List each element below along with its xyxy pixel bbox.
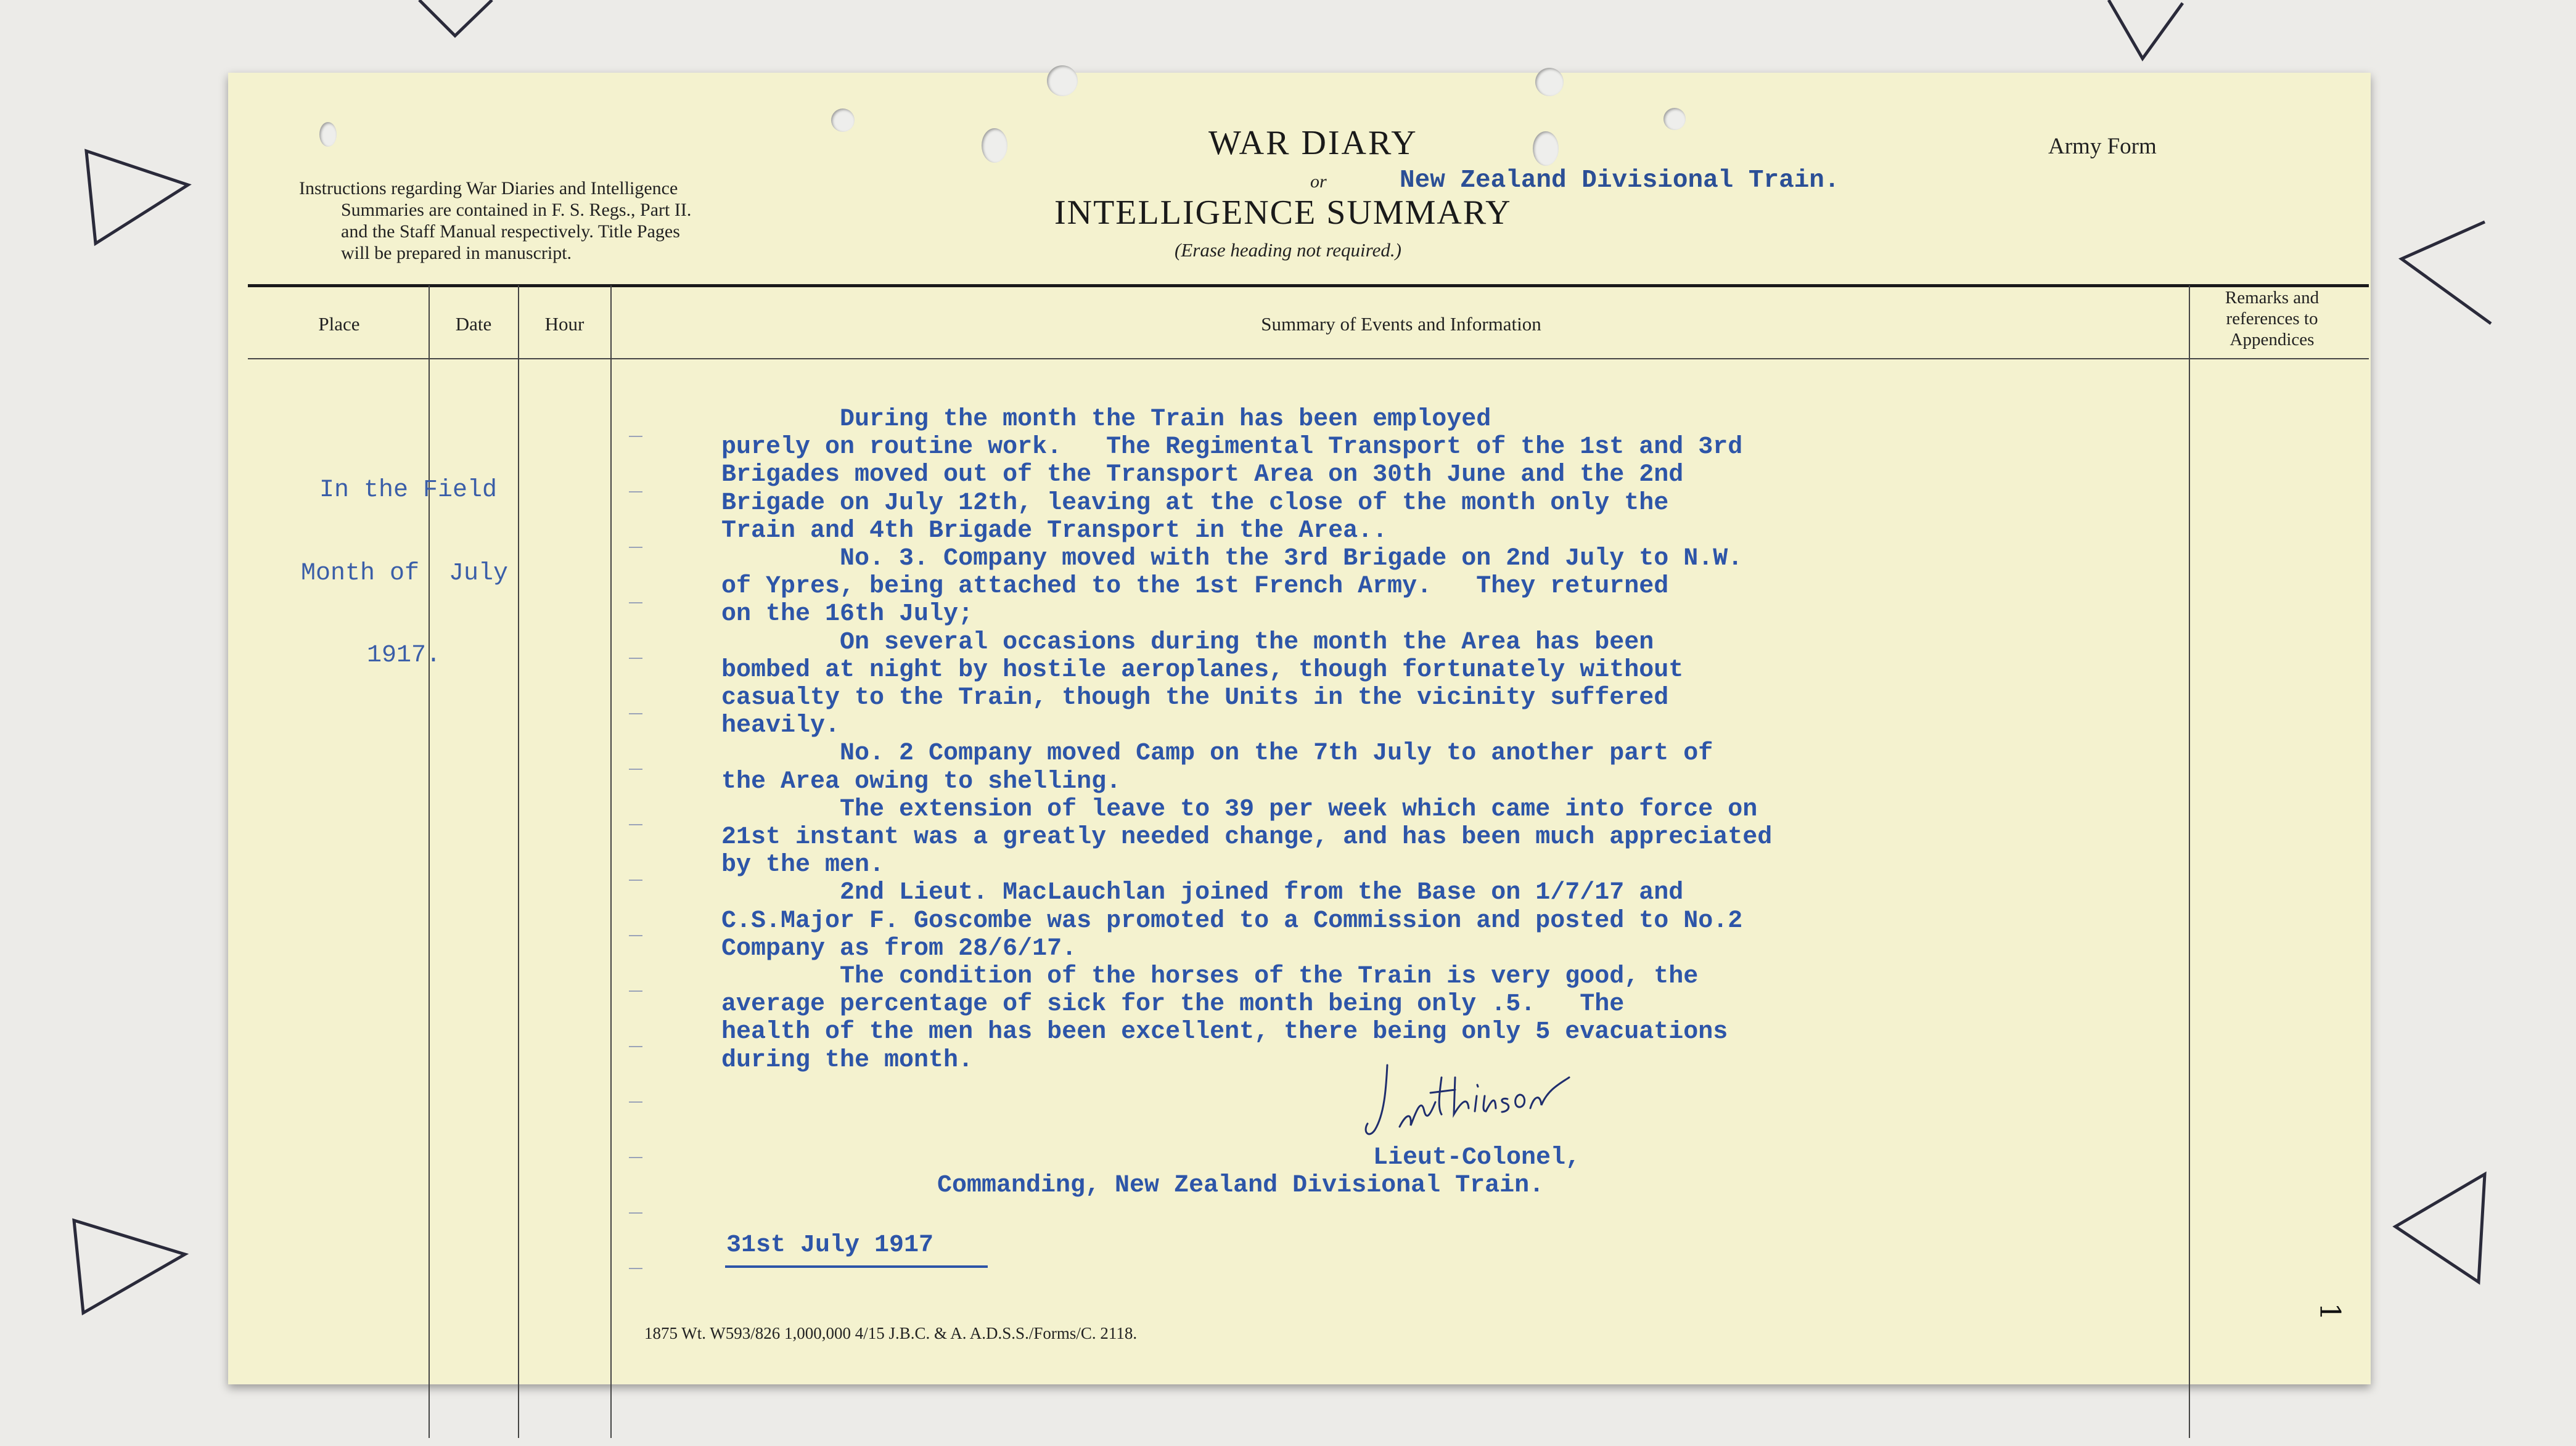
war-diary-sheet <box>228 73 2371 1384</box>
pen-triangle-mark <box>407 0 506 43</box>
column-head-date: Date <box>455 313 492 335</box>
summary-line: heavily. <box>721 712 840 740</box>
unit-name: New Zealand Divisional Train. <box>1400 166 1840 195</box>
punch-hole <box>1535 68 1564 96</box>
pen-triangle-mark <box>59 1208 200 1325</box>
column-divider <box>610 285 612 1438</box>
summary-line: casualty to the Train, though the Units in the vicinity suffered <box>721 684 1669 713</box>
summary-line: bombed at night by hostile aeroplanes, though fortunately without <box>721 656 1684 684</box>
summary-line: On several occasions during the month the Area has been <box>721 628 1654 656</box>
instructions-line: Instructions regarding War Diaries and Intelligence <box>299 178 678 198</box>
summary-line: Train and 4th Brigade Transport in the Area.. <box>721 517 1388 545</box>
diary-date: 31st July 1917 <box>726 1232 934 1259</box>
header-rule <box>248 284 2369 287</box>
pen-triangle-mark <box>74 139 197 262</box>
title-or: or <box>1310 171 1327 192</box>
summary-line: the Area owing to shelling. <box>721 767 1122 796</box>
column-divider <box>2189 285 2190 1438</box>
pen-triangle-mark <box>2096 0 2195 68</box>
column-header-rule <box>248 358 2369 359</box>
summary-line: The condition of the horses of the Train is very good, the <box>721 963 1699 991</box>
pen-triangle-mark <box>2392 216 2516 339</box>
punch-hole <box>319 122 337 147</box>
summary-line: during the month. <box>721 1046 974 1074</box>
summary-line: on the 16th July; <box>721 600 974 629</box>
signature-command: Commanding, New Zealand Divisional Train. <box>937 1172 1544 1199</box>
column-head-hour: Hour <box>544 313 585 335</box>
title-intelligence-summary: INTELLIGENCE SUMMARY <box>1054 194 1512 232</box>
punch-hole <box>982 128 1007 163</box>
remarks-line: Remarks and <box>2225 288 2320 308</box>
summary-text <box>721 406 2109 1074</box>
summary-line: of Ypres, being attached to the 1st French Army. They returned <box>721 573 1669 601</box>
army-form-label: Army Form <box>2048 134 2157 159</box>
punch-hole <box>1663 108 1686 130</box>
instructions-line: and the Staff Manual respectively. Title Pages <box>341 221 680 242</box>
summary-line: Brigades moved out of the Transport Area on 30th June and the 2nd <box>721 461 1684 489</box>
margin-tick-marks <box>629 399 647 1324</box>
summary-line: C.S.Major F. Goscombe was promoted to a Commission and posted to No.2 <box>721 907 1743 935</box>
summary-line: Brigade on July 12th, leaving at the close of the month only the <box>721 489 1669 517</box>
year-entry: 1917. <box>367 642 441 669</box>
column-divider <box>429 285 430 1438</box>
punch-hole <box>1047 65 1078 96</box>
column-divider <box>518 285 519 1438</box>
remarks-line: Appendices <box>2229 330 2315 349</box>
summary-line: health of the men has been excellent, there being only 5 evacuations <box>721 1018 1728 1047</box>
instructions-note <box>299 178 829 264</box>
punch-hole <box>1533 131 1559 166</box>
summary-line: average percentage of sick for the month being only .5. The <box>721 991 1625 1019</box>
instructions-line: will be prepared in manuscript. <box>341 243 572 263</box>
summary-line: During the month the Train has been employed <box>721 406 1491 433</box>
summary-line: 2nd Lieut. MacLauchlan joined from the Base on 1/7/17 and <box>721 879 1684 907</box>
pen-triangle-mark <box>2386 1165 2509 1294</box>
summary-line: The extension of leave to 39 per week which came into force on <box>721 795 1758 823</box>
signature-rank: Lieut-Colonel, <box>1373 1144 1581 1172</box>
handwritten-signature <box>1363 1053 1572 1145</box>
instructions-line: Summaries are contained in F. S. Regs., Part II. <box>341 200 692 220</box>
page-number: 1 <box>2313 1302 2347 1321</box>
summary-line: 21st instant was a greatly needed change, and has been much appreciated <box>721 823 1773 852</box>
form-print-line: 1875 Wt. W593/826 1,000,000 4/15 J.B.C. & A. A.D.S.S./Forms/C. 2118. <box>644 1324 1138 1342</box>
remarks-line: references to <box>2226 309 2318 329</box>
column-head-place: Place <box>318 313 360 335</box>
summary-line: purely on routine work. The Regimental Transport of the 1st and 3rd <box>721 433 1743 462</box>
place-entry: In the Field <box>319 476 498 504</box>
summary-line: No. 2 Company moved Camp on the 7th July to another part of <box>721 740 1713 768</box>
date-underline <box>725 1265 988 1268</box>
summary-line: No. 3. Company moved with the 3rd Brigade on 2nd July to N.W. <box>721 545 1743 573</box>
summary-line: by the men. <box>721 851 885 880</box>
summary-line: Company as from 28/6/17. <box>721 934 1077 963</box>
month-entry: Month of July <box>301 560 509 587</box>
title-war-diary: WAR DIARY <box>1208 124 1418 162</box>
column-head-remarks <box>2192 287 2352 350</box>
column-head-summary: Summary of Events and Information <box>1261 313 1541 335</box>
erase-note: (Erase heading not required.) <box>1175 239 1401 261</box>
punch-hole <box>831 108 855 132</box>
